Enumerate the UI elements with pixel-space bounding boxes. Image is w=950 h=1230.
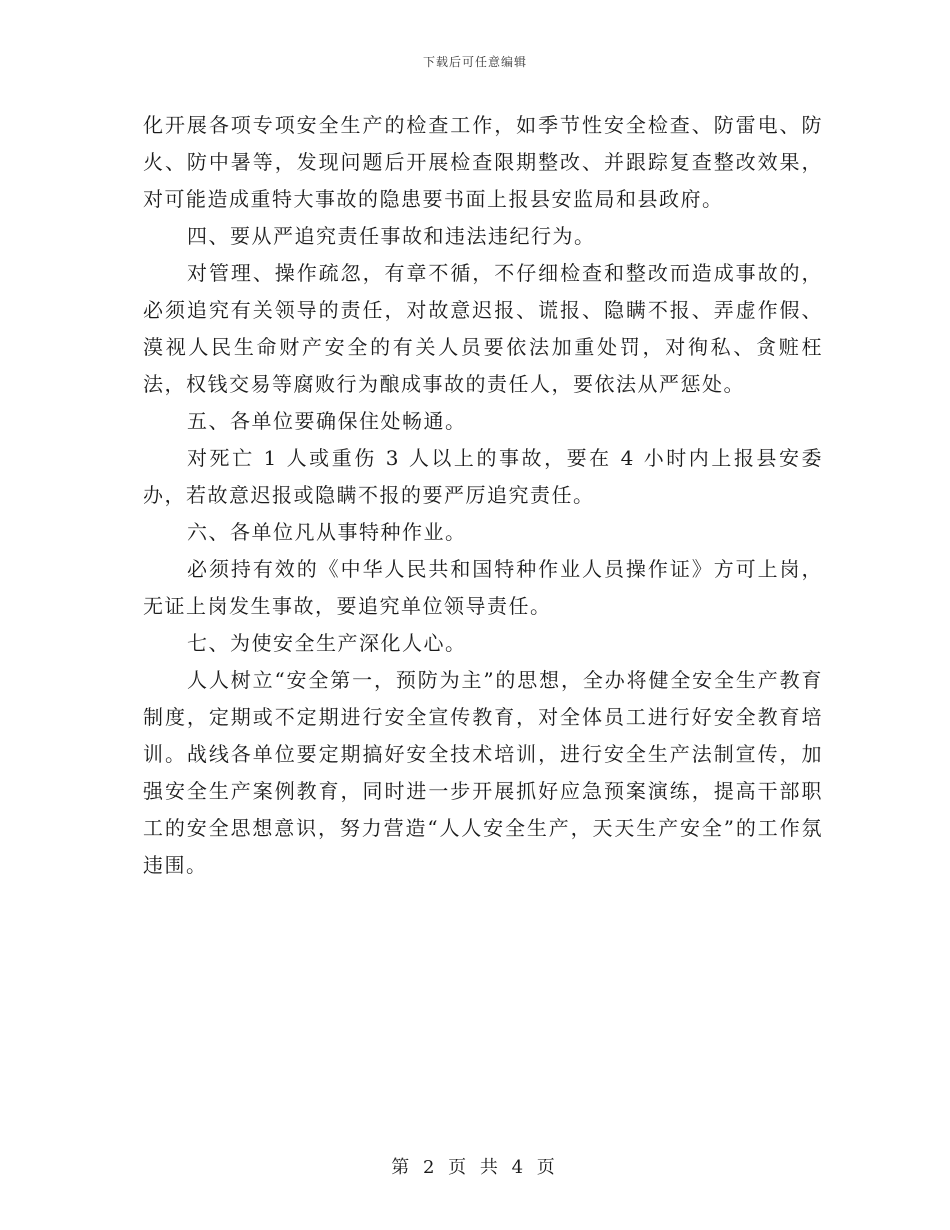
- section-heading-6: 六、各单位凡从事特种作业。: [187, 520, 467, 544]
- page-number: 第 2 页 共 4 页: [391, 1157, 559, 1178]
- paragraph: 对死亡 1 人或重伤 3 人以上的事故，要在 4 小时内上报县安委办，若故意迟报或隐瞒不报的要严厉追究责任。: [143, 446, 823, 507]
- paragraph: 必须持有效的《中华人民共和国特种作业人员操作证》方可上岗，无证上岗发生事故，要追究单位领导责任。: [143, 557, 823, 618]
- document-body: [143, 107, 823, 884]
- paragraph: 对管理、操作疏忽，有章不循，不仔细检查和整改而造成事故的，必须追究有关领导的责任，对故意迟报、谎报、隐瞒不报、弄虚作假、漠视人民生命财产安全的有关人员要依法加重处罚，对徇私、贪赃枉法，权钱交易等腐败行为酿成事故的责任人，要依法从严惩处。: [143, 261, 823, 396]
- paragraph: 化开展各项专项安全生产的检查工作，如季节性安全检查、防雷电、防火、防中暑等，发现问题后开展检查限期整改、并跟踪复查整改效果，对可能造成重特大事故的隐患要书面上报县安监局和县政府。: [143, 113, 823, 211]
- section-heading-4: 四、要从严追究责任事故和违法违纪行为。: [187, 224, 596, 248]
- paragraph: 人人树立“安全第一，预防为主”的思想，全办将健全安全生产教育制度，定期或不定期进行安全宣传教育，对全体员工进行好安全教育培训。战线各单位要定期搞好安全技术培训，进行安全生产法制宣传，加强安全生产案例教育，同时进一步开展抓好应急预案演练，提高干部职工的安全思想意识，努力营造“人人安全生产，天天生产安全”的工作氛违围。: [143, 668, 823, 877]
- page-header: 下载后可任意编辑: [422, 55, 527, 69]
- section-heading-7: 七、为使安全生产深化人心。: [187, 631, 467, 655]
- section-heading-5: 五、各单位要确保住处畅通。: [187, 409, 467, 433]
